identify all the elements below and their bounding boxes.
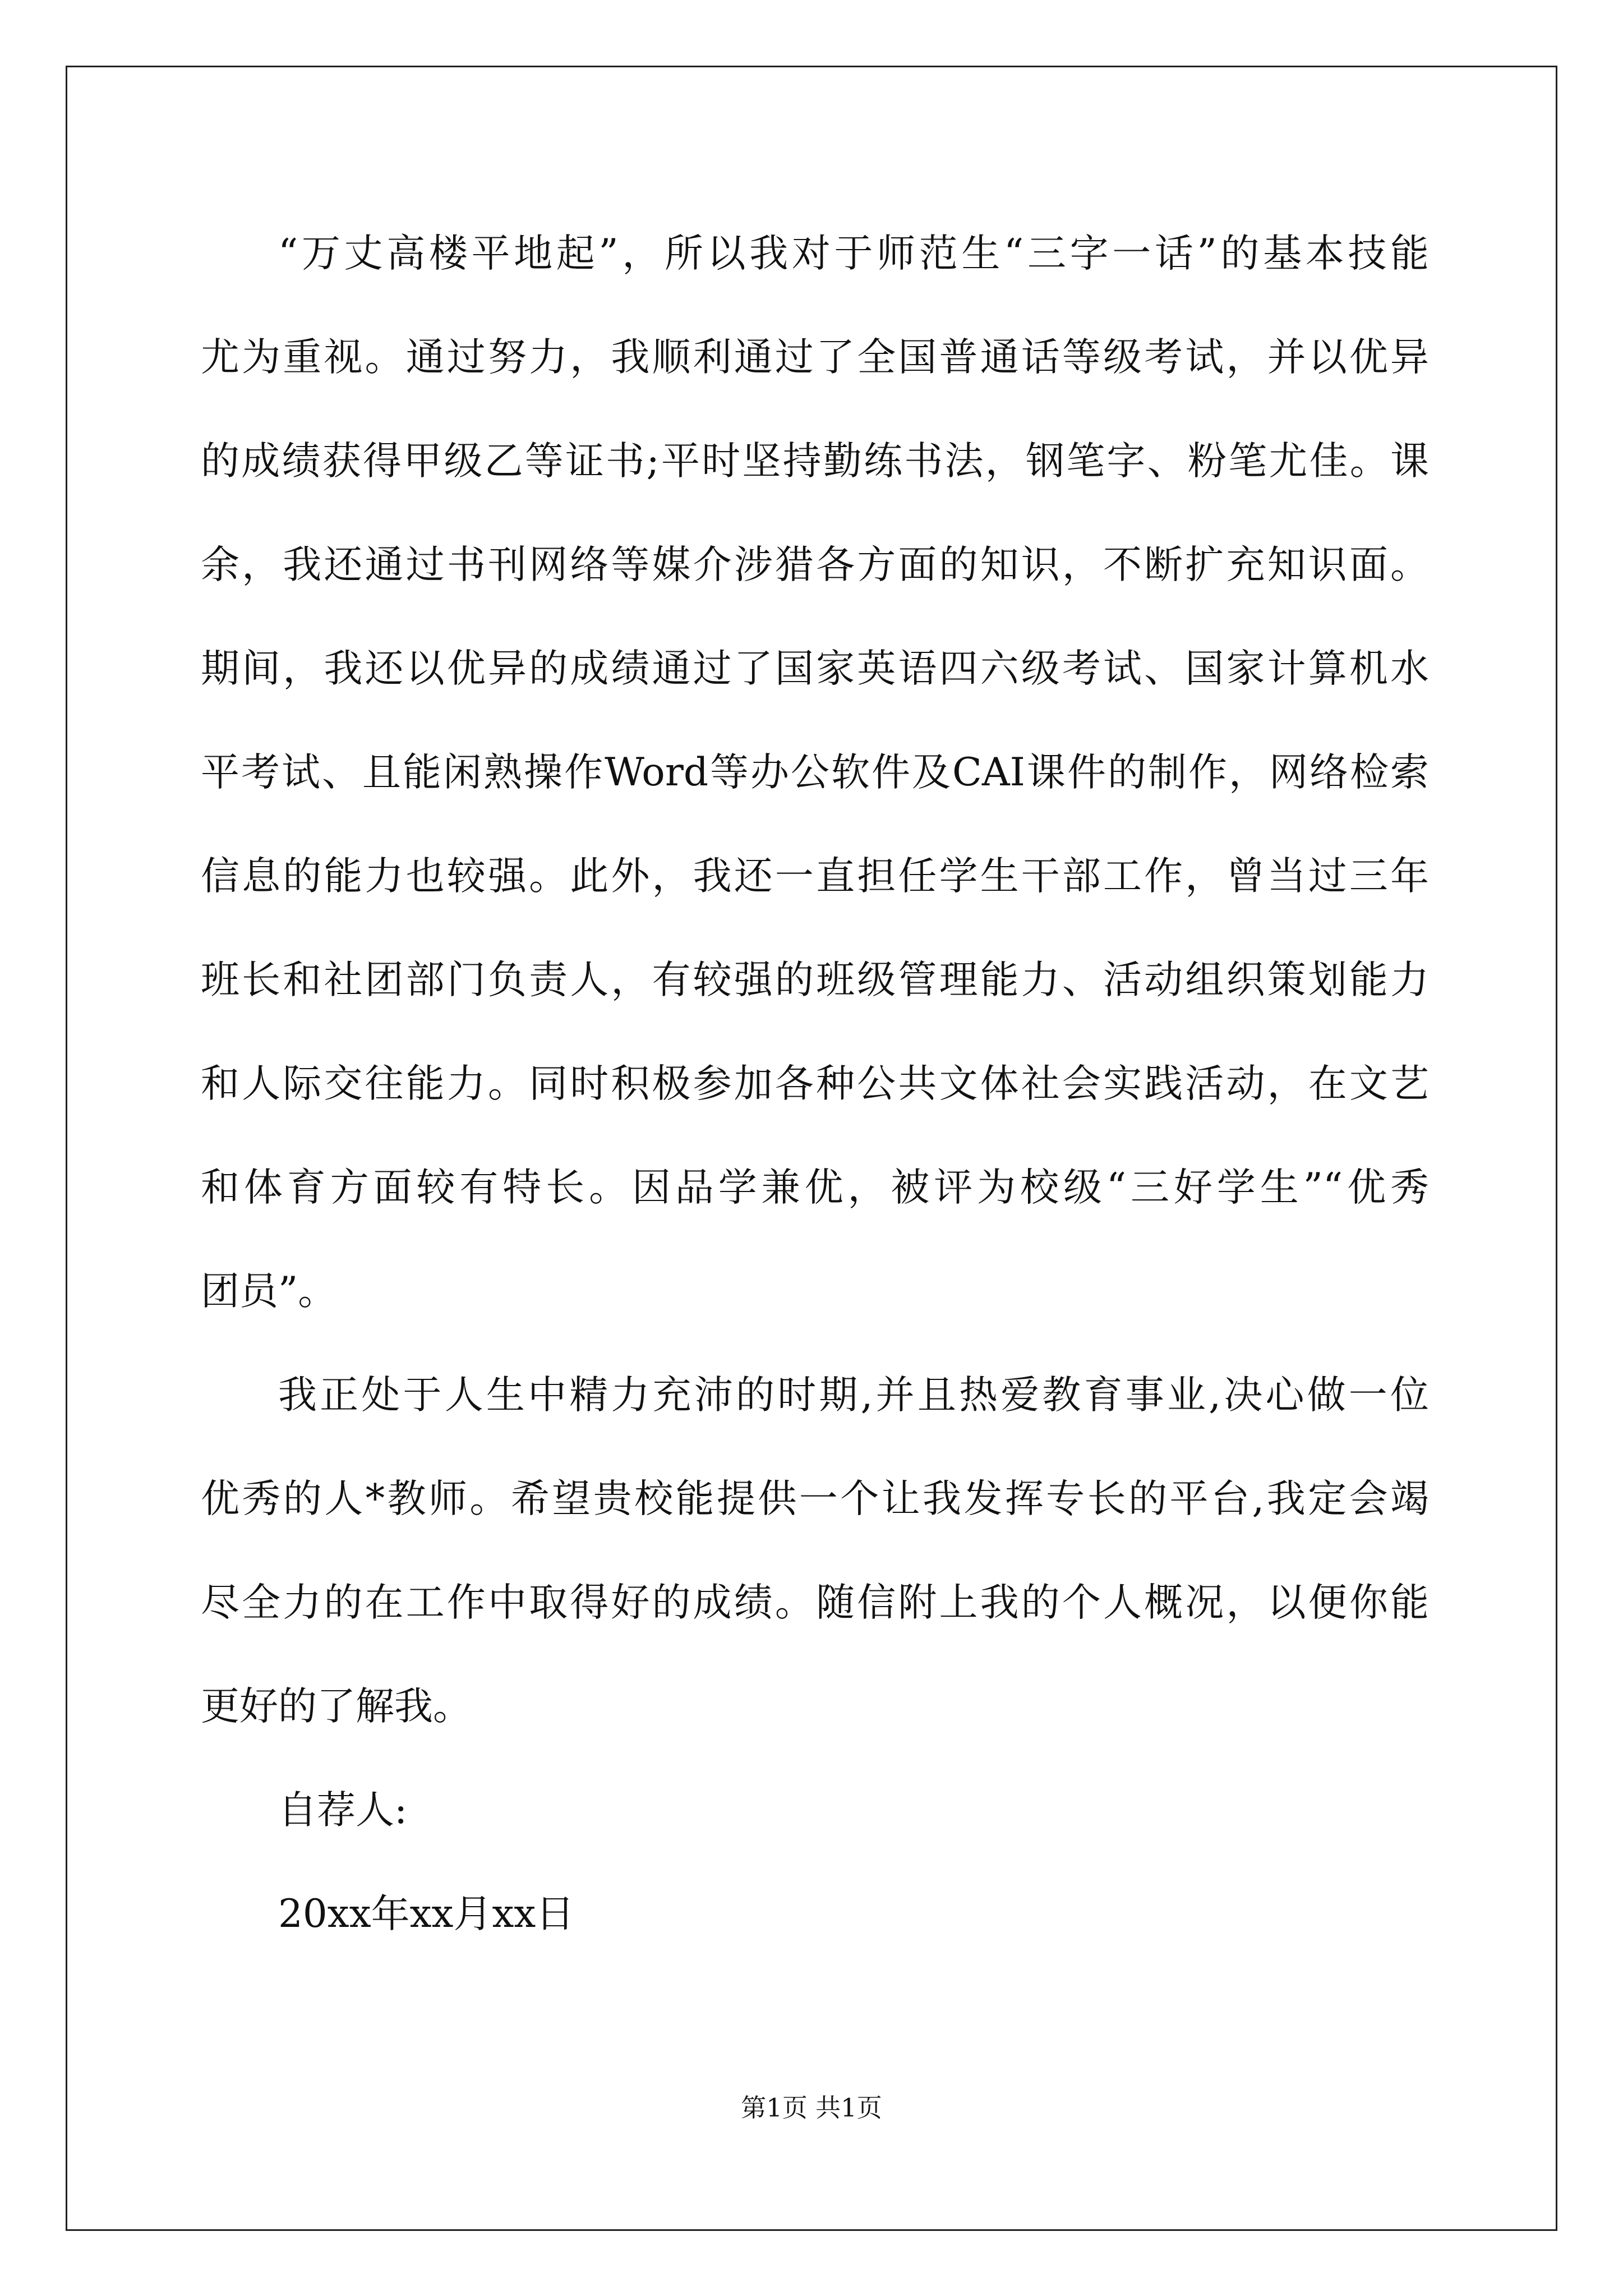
paragraph-1-line-2: 尤为重视。通过努力，我顺利通过了全国普通话等级考试，并以优异 (201, 335, 1429, 380)
paragraph-1-line-8: 班长和社团部门负责人，有较强的班级管理能力、活动组织策划能力 (201, 958, 1429, 1002)
paragraph-1-line-11: 团员”。 (201, 1269, 337, 1314)
paragraph-1-line-7: 信息的能力也较强。此外，我还一直担任学生干部工作，曾当过三年 (201, 854, 1429, 899)
paragraph-1-line-3: 的成绩获得甲级乙等证书;平时坚持勤练书法，钢笔字、粉笔尤佳。课 (201, 439, 1429, 484)
page-footer: 第1页 共1页 (741, 2093, 882, 2123)
paragraph-1-line-1: “万丈高楼平地起”，所以我对于师范生“三字一话”的基本技能 (278, 231, 1429, 276)
paragraph-1-line-5: 期间，我还以优异的成绩通过了国家英语四六级考试、国家计算机水 (201, 646, 1429, 691)
paragraph-1-line-4: 余，我还通过书刊网络等媒介涉猎各方面的知识，不断扩充知识面。 (201, 542, 1429, 587)
signature-date: 20xx年xx月xx日 (278, 1892, 575, 1936)
paragraph-1-line-10: 和体育方面较有特长。因品学兼优，被评为校级“三好学生”“优秀 (201, 1165, 1429, 1210)
paragraph-1-line-6: 平考试、且能闲熟操作Word等办公软件及CAI课件的制作，网络检索 (201, 750, 1429, 795)
paragraph-2-line-4: 更好的了解我。 (201, 1684, 472, 1729)
paragraph-2-line-2: 优秀的人*教师。希望贵校能提供一个让我发挥专长的平台,我定会竭 (201, 1476, 1429, 1521)
signature-label: 自荐人: (278, 1788, 408, 1833)
paragraph-1-line-9: 和人际交往能力。同时积极参加各种公共文体社会实践活动，在文艺 (201, 1061, 1429, 1106)
paragraph-2-line-3: 尽全力的在工作中取得好的成绩。随信附上我的个人概况，以便你能 (201, 1580, 1429, 1625)
paragraph-2-line-1: 我正处于人生中精力充沛的时期,并且热爱教育事业,决心做一位 (278, 1373, 1429, 1418)
